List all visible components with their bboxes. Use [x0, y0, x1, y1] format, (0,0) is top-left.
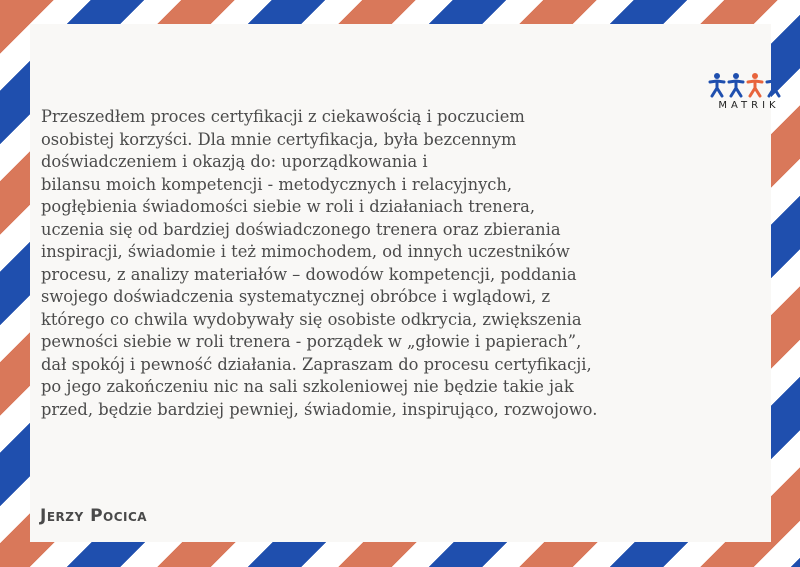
quote-line: po jego zakończeniu nic na sali szkoleniowej nie będzie takie jak: [41, 377, 574, 396]
quote-line: osobistej korzyści. Dla mnie certyfikacja, była bezcennym: [41, 129, 517, 149]
quote-line: swojego doświadczenia systematycznej obróbce i wglądowi, z: [41, 287, 551, 306]
quote-line: doświadczeniem i okazją do: uporządkowania i: [41, 152, 428, 171]
logo-wordmark: MATRIK: [718, 100, 780, 111]
quote-line: pogłębienia świadomości siebie w roli i działaniach trenera,: [41, 197, 536, 216]
quote-line: uczenia się od bardziej doświadczonego trenera oraz zbierania: [41, 219, 561, 239]
author-name: Jerzy Pocica: [40, 506, 148, 526]
people-logo-icon: [708, 71, 790, 99]
quote-line: dał spokój i pewność działania. Zapraszam do procesu certyfikacji,: [41, 354, 592, 374]
quote-line: przed, będzie bardziej pewniej, świadomie, inspirująco, rozwojowo.: [41, 399, 598, 419]
testimonial-quote: [41, 106, 771, 421]
quote-line: procesu, z analizy materiałów – dowodów kompetencji, poddania: [41, 264, 577, 284]
quote-line: którego co chwila wydobywały się osobiste odkrycia, zwiększenia: [41, 309, 582, 329]
quote-line: Przeszedłem proces certyfikacji z ciekawością i poczuciem: [41, 107, 525, 126]
quote-line: pewności siebie w roli trenera - porządek w „głowie i papierach”,: [41, 332, 582, 351]
quote-line: inspiracji, świadomie i też mimochodem, od innych uczestników: [41, 242, 570, 261]
quote-line: bilansu moich kompetencji - metodycznych i relacyjnych,: [41, 174, 513, 194]
